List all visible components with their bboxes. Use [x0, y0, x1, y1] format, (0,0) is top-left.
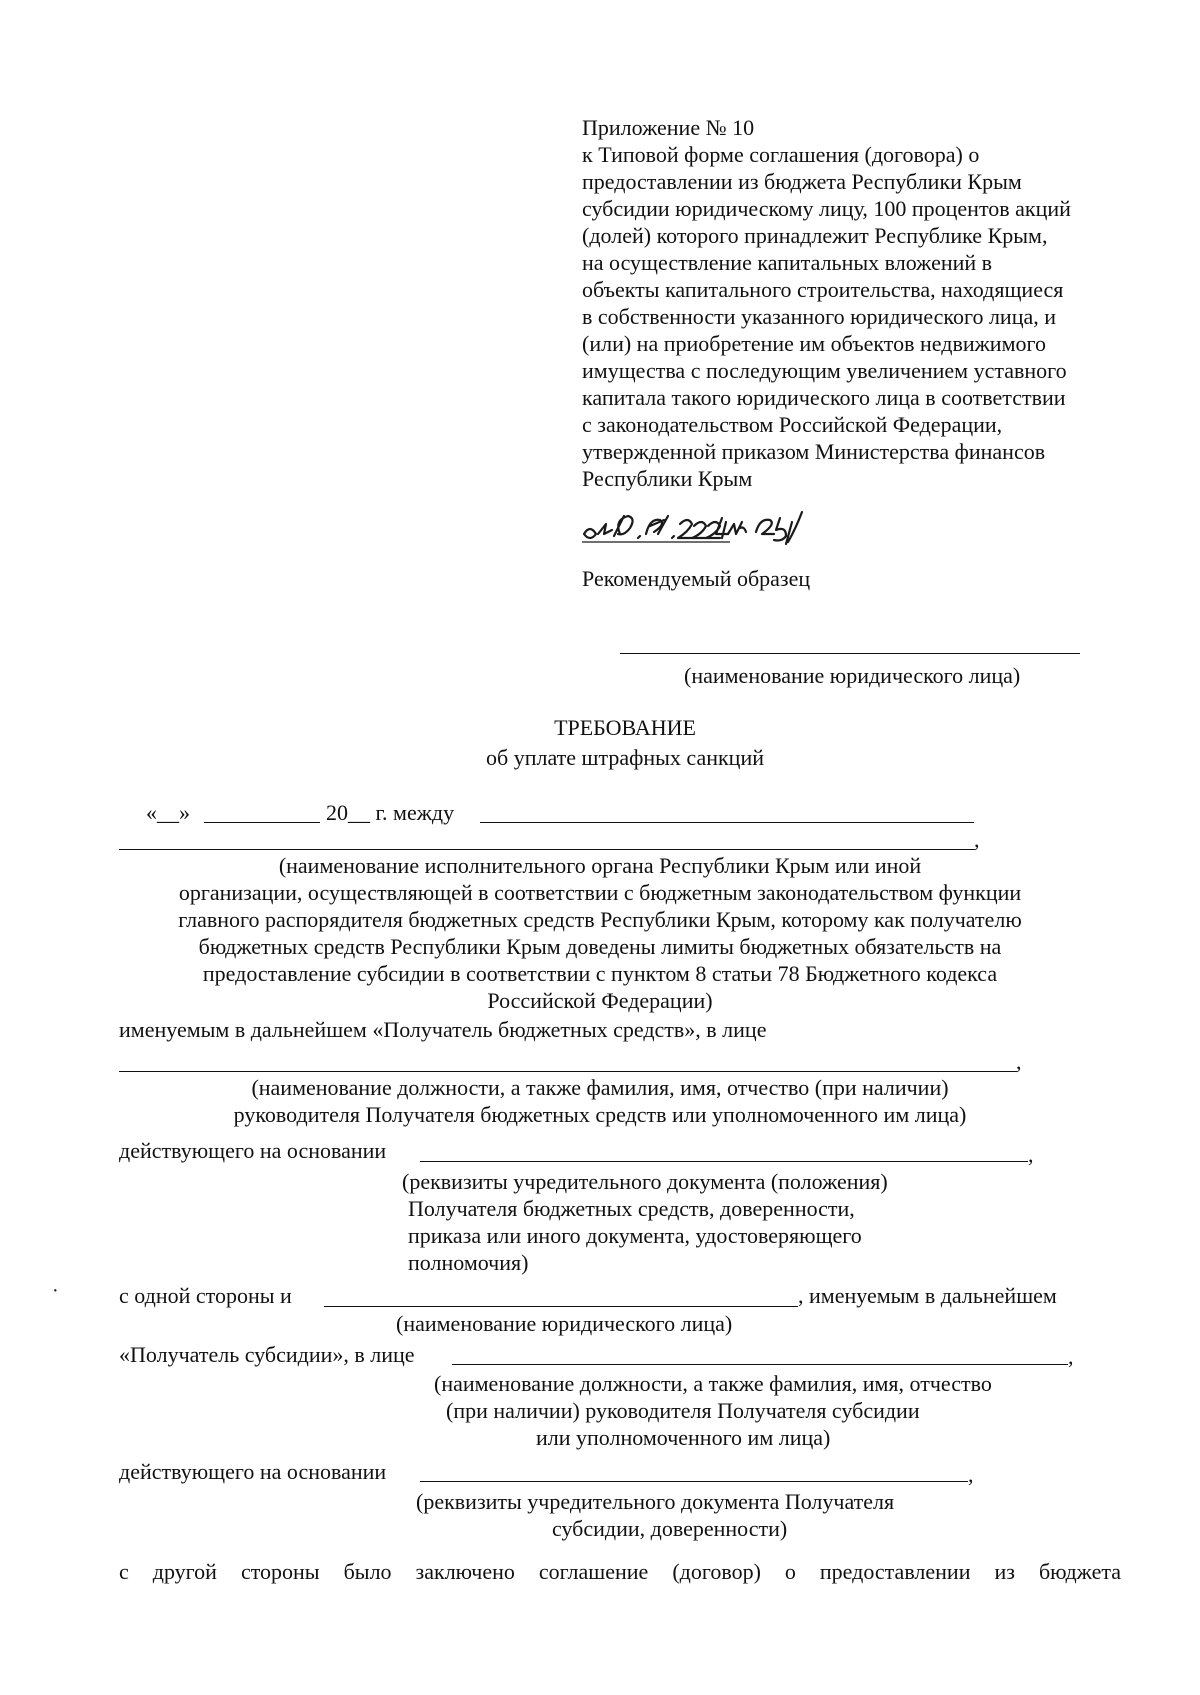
recipient-caption: (наименование юридического лица)	[684, 663, 1021, 688]
organ-caption-line: главного распорядителя бюджетных средств Республики Крым, которому как получателю	[178, 907, 1022, 932]
organ-caption-line: Российской Федерации)	[487, 988, 713, 1013]
entity-caption: (наименование юридического лица)	[396, 1311, 733, 1336]
subsidy-recipient-label: «Получатель субсидии», в лице	[119, 1342, 415, 1367]
annex-line: предоставлении из бюджета Республики Крым	[582, 169, 1022, 194]
document-title: ТРЕБОВАНИЕ	[554, 715, 696, 740]
position-name-line	[119, 1071, 1017, 1072]
comma: ,	[974, 827, 980, 852]
annex-line: Приложение № 10	[582, 115, 755, 140]
comma: ,	[1068, 1344, 1074, 1369]
between-line	[480, 822, 974, 823]
annex-line: (долей) которого принадлежит Республике Крым,	[582, 223, 1048, 248]
organ-name-line	[119, 849, 975, 850]
annex-line: имущества с последующим увеличением уставного	[582, 358, 1067, 383]
comma: ,	[1028, 1142, 1034, 1167]
subsidy-basis-caption-line: субсидии, доверенности)	[552, 1516, 788, 1541]
named-after-label: , именуемым в дальнейшем	[798, 1283, 1057, 1308]
document-subtitle: об уплате штрафных санкций	[486, 745, 764, 770]
one-side-label: с одной стороны и	[119, 1283, 292, 1308]
organ-caption-line: (наименование исполнительного органа Республики Крым или иной	[278, 853, 922, 878]
annex-line: к Типовой форме соглашения (договора) о	[582, 142, 980, 167]
comma: ,	[968, 1462, 974, 1487]
subsidy-basis-caption-line: (реквизиты учредительного документа Получателя	[416, 1489, 895, 1514]
annex-block	[582, 114, 1142, 492]
basis-caption-line: приказа или иного документа, удостоверяющего	[408, 1223, 862, 1248]
annex-line: Республики Крым	[582, 466, 753, 491]
handwritten-date-signature	[580, 504, 870, 550]
named-budget-recipient: именуемым в дальнейшем «Получатель бюджетных средств», в лице	[119, 1017, 767, 1042]
position-caption-line: руководителя Получателя бюджетных средств или уполномоченного им лица)	[233, 1102, 967, 1127]
organ-caption-line: организации, осуществляющей в соответствии с бюджетным законодательством функции	[178, 880, 1022, 905]
annex-line: на осуществление капитальных вложений в	[582, 250, 993, 275]
basis-caption-line: Получателя бюджетных средств, доверенности,	[408, 1196, 855, 1221]
basis-line	[420, 1161, 1028, 1162]
date-year-between: 20__ г. между	[326, 800, 455, 825]
position-caption-line: (наименование должности, а также фамилия, имя, отчество (при наличии)	[251, 1075, 949, 1100]
annex-line: утвержденной приказом Министерства финансов	[582, 439, 1046, 464]
acting-basis-label: действующего на основании	[119, 1138, 387, 1163]
entity-name-line	[324, 1306, 798, 1307]
subsidy-basis-line	[420, 1481, 968, 1482]
agreement-text-line: с другой стороны было заключено соглашение (договор) о предоставлении из бюджета	[119, 1559, 1121, 1584]
basis-caption-line: (реквизиты учредительного документа (положения)	[402, 1169, 888, 1194]
subsidy-position-caption-line: (наименование должности, а также фамилия, имя, отчество	[434, 1371, 992, 1396]
stray-mark: ·	[52, 1280, 59, 1302]
annex-line: объекты капитального строительства, находящиеся	[582, 277, 1064, 302]
comma: ,	[1016, 1049, 1022, 1074]
organ-caption-line: бюджетных средств Республики Крым доведены лимиты бюджетных обязательств на	[198, 934, 1002, 959]
subsidy-position-caption-line: или уполномоченного им лица)	[536, 1425, 831, 1450]
annex-line: в собственности указанного юридического лица, и	[582, 304, 1057, 329]
date-day-quote: «__»	[146, 800, 190, 825]
organ-caption-line: предоставление субсидии в соответствии с пунктом 8 статьи 78 Бюджетного кодекса	[202, 961, 998, 986]
acting-basis-label-2: действующего на основании	[119, 1459, 387, 1484]
subsidy-position-caption-line: (при наличии) руководителя Получателя субсидии	[446, 1398, 920, 1423]
subsidy-position-line	[452, 1364, 1068, 1365]
annex-line: капитала такого юридического лица в соответствии	[582, 385, 1066, 410]
annex-line: (или) на приобретение им объектов недвижимого	[582, 331, 1046, 356]
date-month-line	[204, 822, 320, 823]
annex-line: с законодательством Российской Федерации,	[582, 412, 1003, 437]
recipient-name-line	[620, 653, 1080, 654]
basis-caption-line: полномочия)	[408, 1250, 529, 1275]
recommended-sample-label: Рекомендуемый образец	[582, 566, 811, 591]
annex-line: субсидии юридическому лицу, 100 процентов акций	[582, 196, 1071, 221]
